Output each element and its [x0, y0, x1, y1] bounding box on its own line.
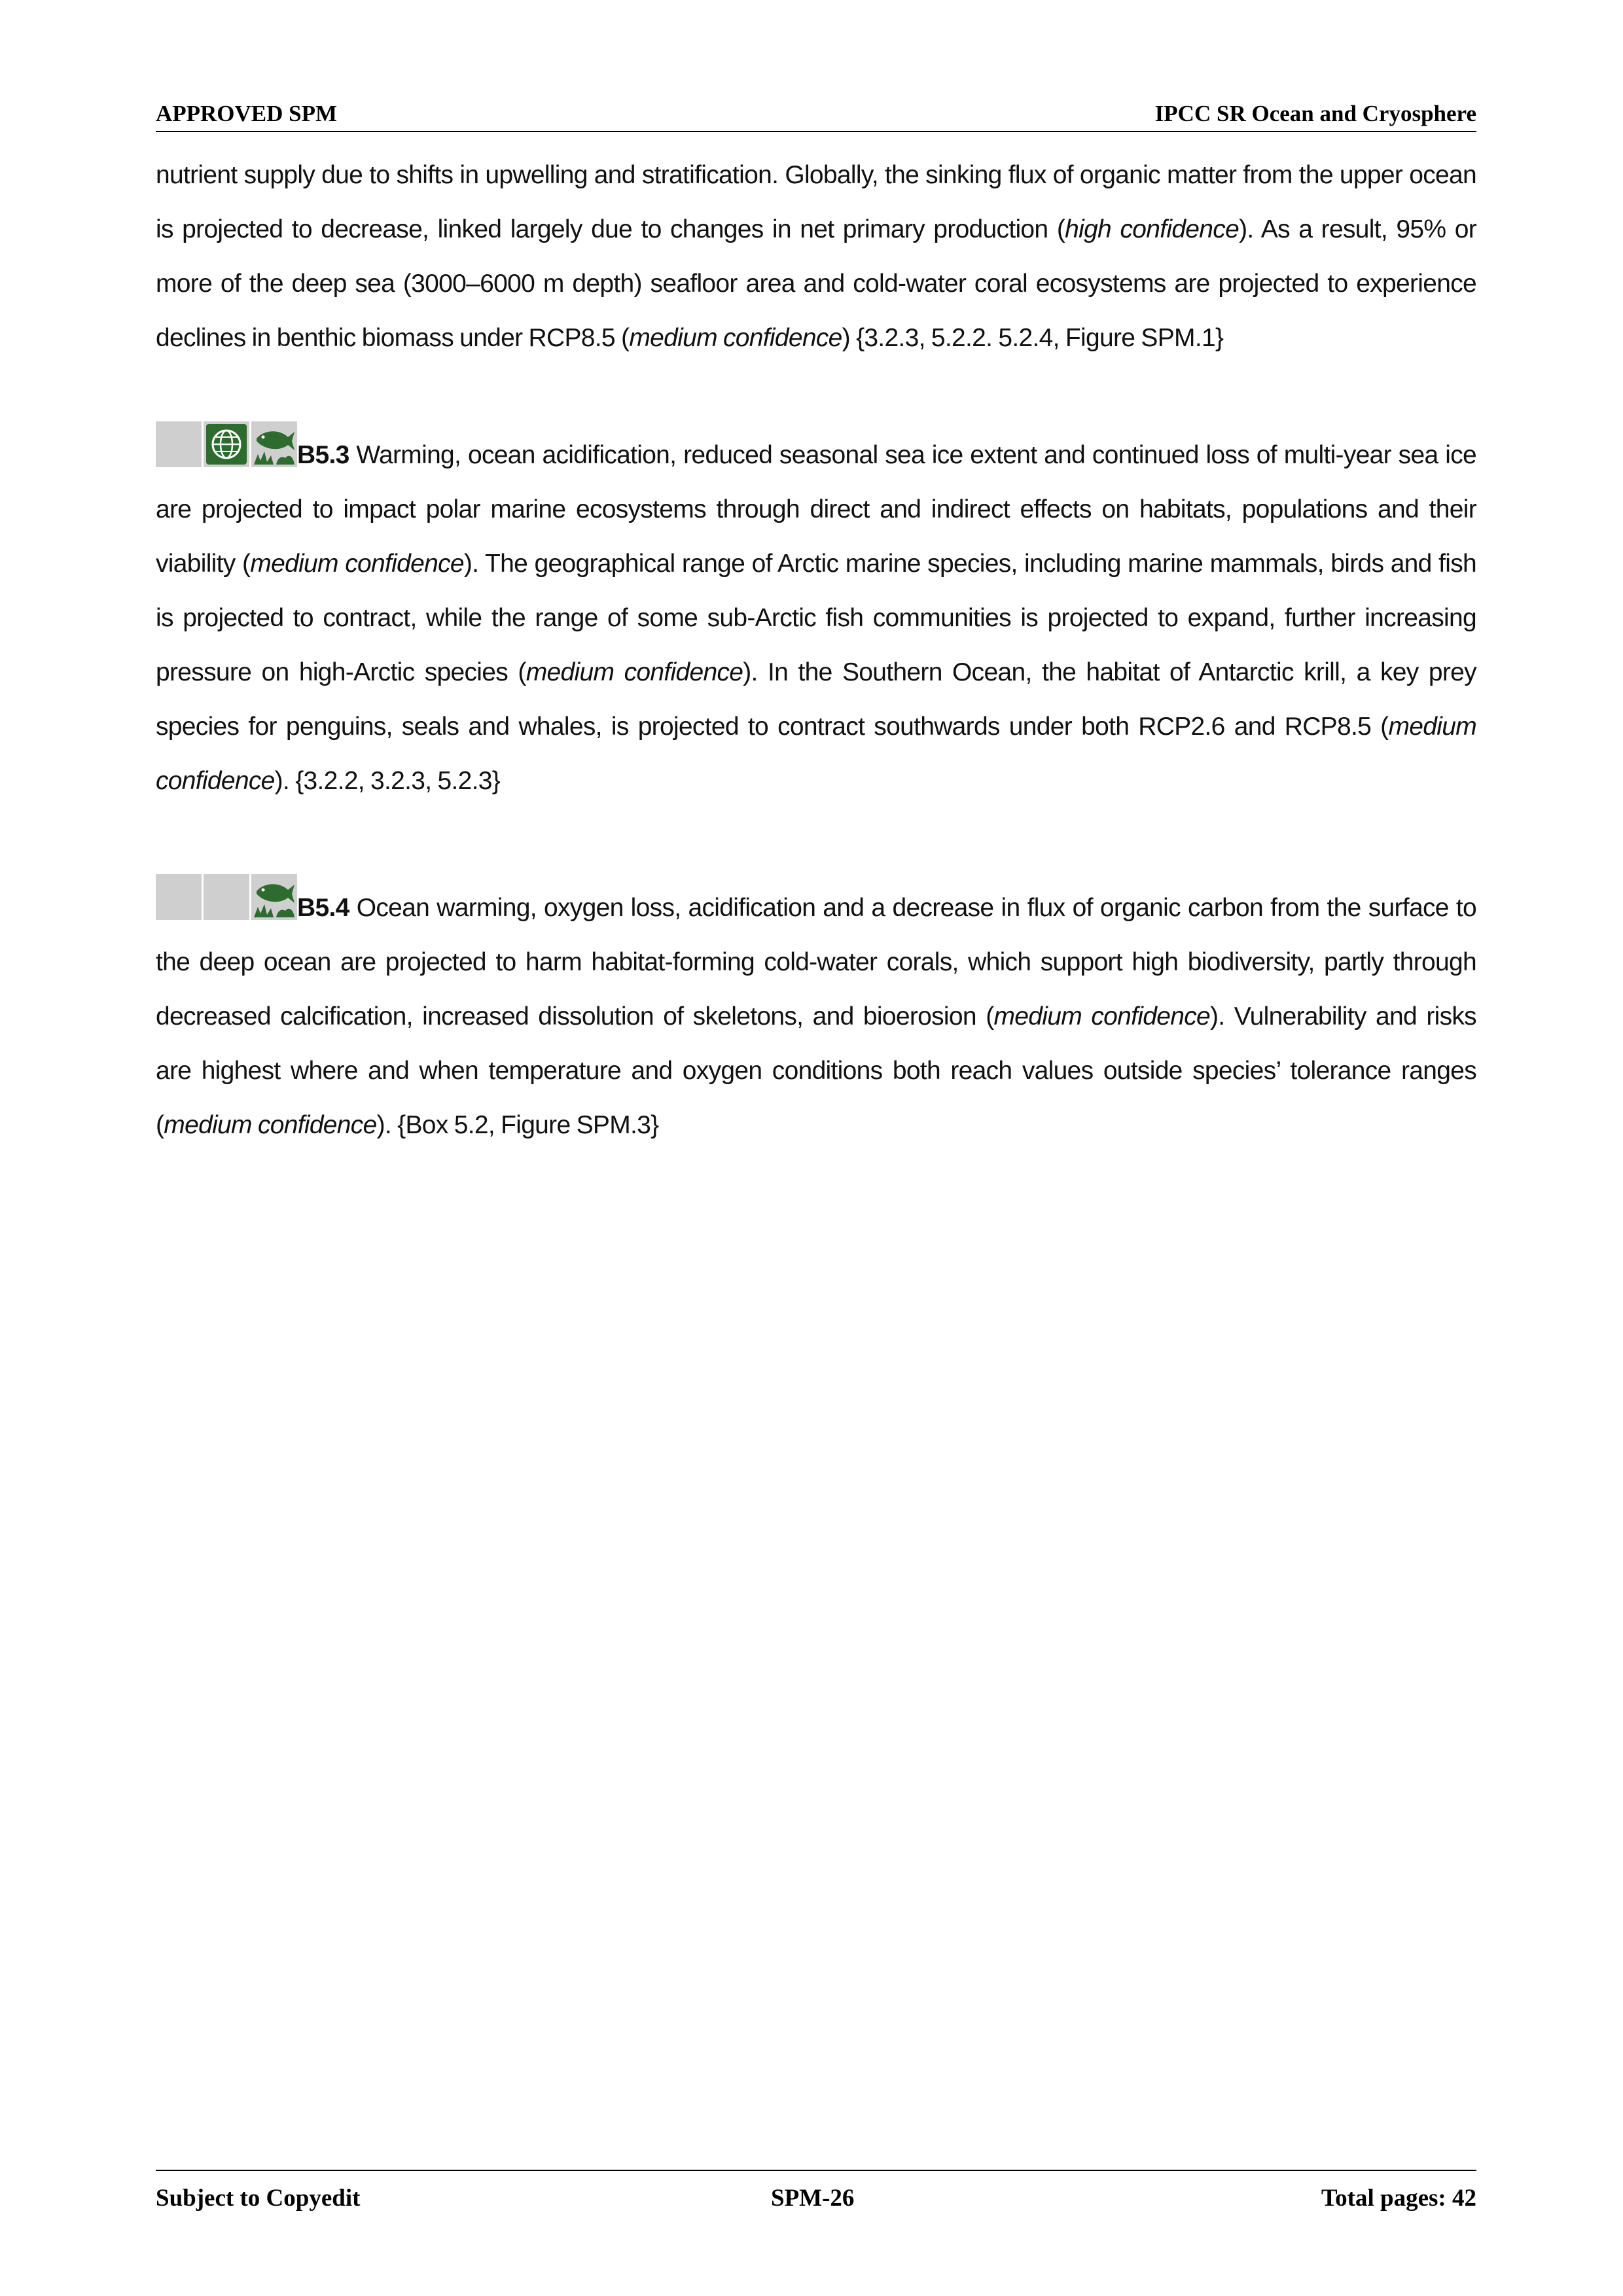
fish-ecosystem-icon [251, 421, 297, 467]
icon-cell-blank [156, 874, 202, 920]
icon-cell-blank [156, 421, 202, 467]
section-tag: B5.4 [297, 894, 349, 922]
icon-cell-globe [204, 421, 249, 467]
page-footer [156, 2170, 1476, 2217]
icon-cell-blank [204, 874, 249, 920]
paragraph-continuation: nutrient supply due to shifts in upwelling and stratification. Globally, the sinking flux of organic matter from the upper ocean is projected to decrease, linked largely due to changes in net primary production (high confidence). As a result, 95% or more of the deep sea (3000–6000 m depth) seafloor area and cold-water coral ecosystems are projected to experience declines in benthic biomass under RCP8.5 (medium confidence) {3.2.3, 5.2.2. 5.2.4, Figure SPM.1} [156, 161, 1476, 352]
icon-strip [156, 874, 297, 923]
globe-icon [204, 421, 249, 467]
section-tag: B5.3 [297, 441, 349, 469]
paragraph-b5-4: B5.4 Ocean warming, oxygen loss, acidification and a decrease in flux of organic carbon from the surface to the deep ocean are projected to harm habitat-forming cold-water corals, which support high biodiversity, partly through decreased calcification, increased dissolution of skeletons, and bioerosion (medium confidence). Vulnerability and risks are highest where and when temperature and oxygen conditions both reach values outside species’ tolerance ranges (medium confidence). {Box 5.2, Figure SPM.3} [156, 874, 1476, 1152]
footer-right: Total pages: 42 [1321, 2185, 1476, 2212]
icon-cell-fish [251, 421, 297, 467]
fish-ecosystem-icon [251, 874, 297, 920]
paragraph-b5-3: B5.3 Warming, ocean acidification, reduced seasonal sea ice extent and continued loss of multi-year sea ice are projected to impact polar marine ecosystems through direct and indirect effects on habitats, populations and their viability (medium confidence). The geographical range of Arctic marine species, including marine mammals, birds and fish is projected to contract, while the range of some sub-Arctic fish communities is projected to expand, further increasing pressure on high-Arctic species (medium confidence). In the Southern Ocean, the habitat of Antarctic krill, a key prey species for penguins, seals and whales, is projected to contract southwards under both RCP2.6 and RCP8.5 (medium confidence). {3.2.2, 3.2.3, 5.2.3} [156, 421, 1476, 808]
header-left: APPROVED SPM [156, 101, 338, 126]
footer-left: Subject to Copyedit [156, 2185, 361, 2212]
page-number: SPM-26 [771, 2185, 855, 2212]
page-header [156, 97, 1476, 132]
icon-cell-fish [251, 874, 297, 920]
header-right: IPCC SR Ocean and Cryosphere [1154, 101, 1476, 126]
icon-strip [156, 421, 297, 470]
